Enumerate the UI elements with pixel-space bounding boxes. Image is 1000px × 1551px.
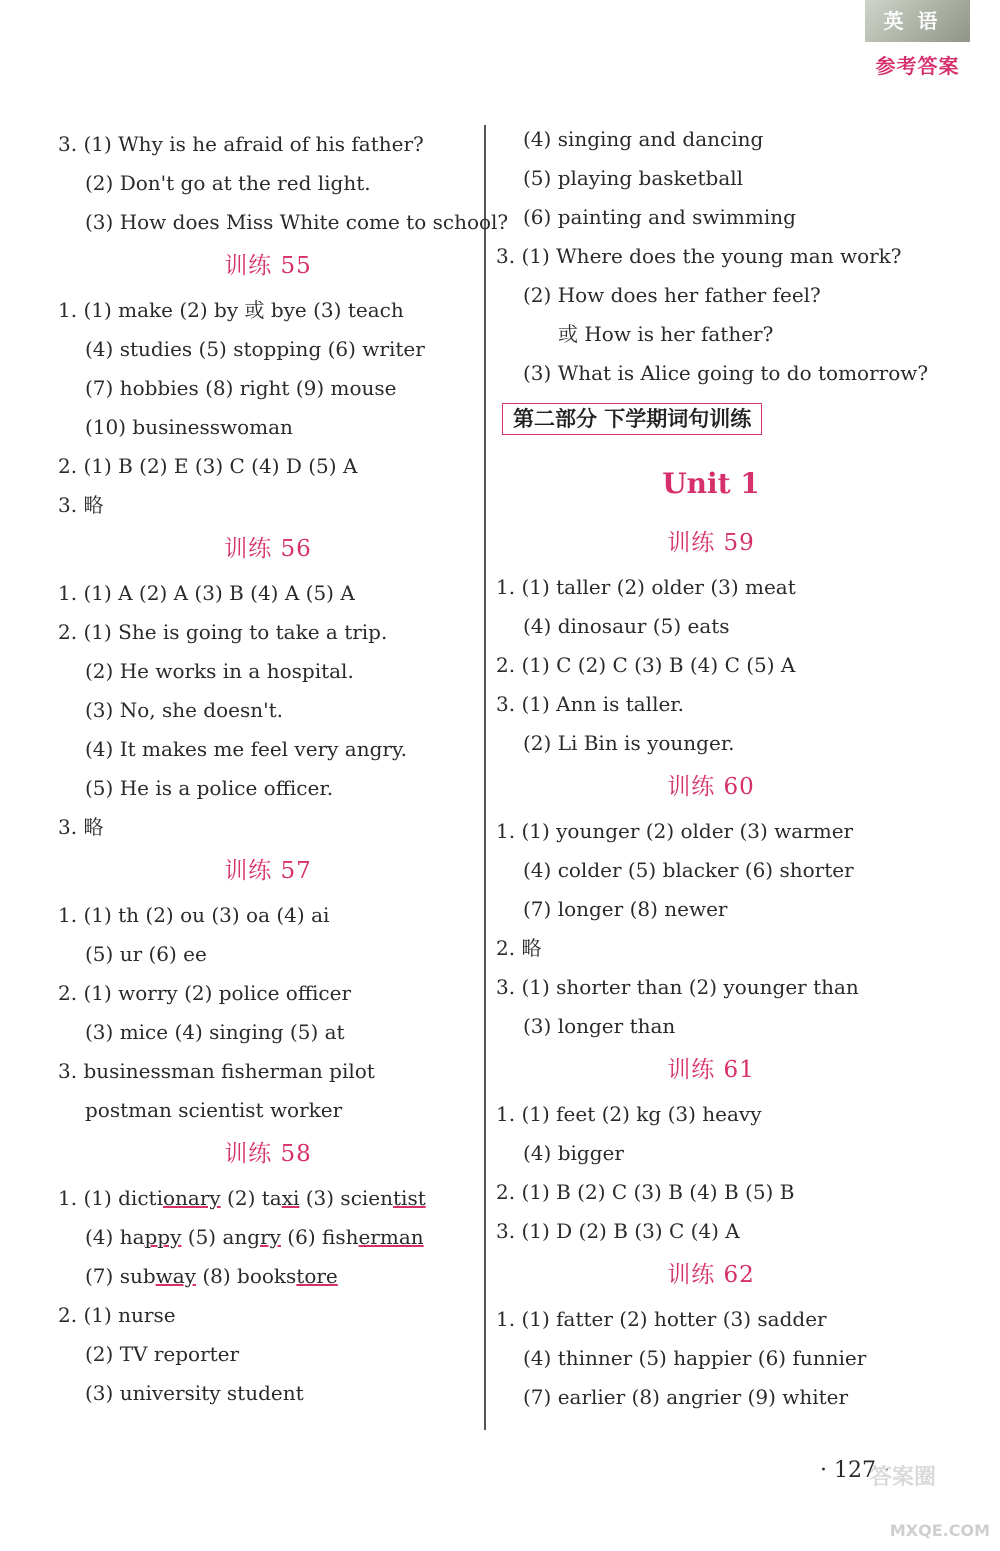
answer-line: (6) painting and swimming — [523, 205, 796, 229]
answer-line: 1. (1) A (2) A (3) B (4) A (5) A — [58, 581, 355, 605]
section-title: 训练 60 — [667, 774, 755, 800]
answer-line: 1. (1) dictionary (2) taxi (3) scientist — [58, 1186, 426, 1210]
answer-line: (3) No, she doesn't. — [85, 698, 283, 722]
answer-line: 2. (1) C (2) C (3) B (4) C (5) A — [496, 653, 796, 677]
answer-line: 3. (1) D (2) B (3) C (4) A — [496, 1219, 740, 1243]
answer-line: (4) dinosaur (5) eats — [523, 614, 730, 638]
answer-line: 3. (1) Where does the young man work? — [496, 244, 902, 268]
answer-line: (10) businesswoman — [85, 415, 293, 439]
answer-line: (2) How does her father feel? — [523, 283, 821, 307]
watermark-text: 答案圈 — [870, 1465, 937, 1490]
section-title: 训练 57 — [224, 858, 312, 884]
section-title: 训练 58 — [224, 1141, 312, 1167]
answer-line: 2. (1) nurse — [58, 1303, 176, 1327]
answers-label: 参考答案 — [875, 54, 960, 78]
answer-line: (3) mice (4) singing (5) at — [85, 1020, 345, 1044]
answer-line: (7) subway (8) bookstore — [85, 1264, 338, 1288]
answer-line: 3. (1) Ann is taller. — [496, 692, 685, 716]
answer-line: (4) singing and dancing — [523, 127, 764, 151]
right-column — [496, 120, 929, 1417]
part-heading: 第二部分 下学期词句训练 — [502, 403, 762, 435]
answer-line: (3) What is Alice going to do tomorrow? — [523, 361, 929, 385]
answer-line: 2. 略 — [496, 936, 542, 960]
answer-line: (4) studies (5) stopping (6) writer — [85, 337, 425, 361]
answer-line: (7) hobbies (8) right (9) mouse — [85, 376, 397, 400]
answer-line: (4) happy (5) angry (6) fisherman — [85, 1225, 424, 1249]
answer-line: 3. 略 — [58, 815, 104, 839]
answer-line: (5) He is a police officer. — [85, 776, 334, 800]
answer-line: (3) university student — [85, 1381, 304, 1405]
answer-line: 2. (1) B (2) C (3) B (4) B (5) B — [496, 1180, 795, 1204]
answer-line: 2. (1) B (2) E (3) C (4) D (5) A — [58, 454, 358, 478]
page-number: · 127 · — [820, 1458, 890, 1483]
subject-badge — [865, 0, 970, 80]
answer-line: 3. 略 — [58, 493, 104, 517]
answer-line: 2. (1) She is going to take a trip. — [58, 620, 388, 644]
section-title: 训练 62 — [667, 1262, 755, 1288]
section-title: 训练 61 — [667, 1057, 755, 1083]
answer-line: (3) How does Miss White come to school? — [85, 210, 509, 234]
answer-line: (2) Don't go at the red light. — [85, 171, 371, 195]
answer-line: (4) It makes me feel very angry. — [85, 737, 407, 761]
watermark-site: MXQE.COM — [889, 1521, 990, 1540]
left-column — [58, 125, 509, 1413]
answer-line: (2) Li Bin is younger. — [523, 731, 735, 755]
watermark-logo — [870, 1460, 990, 1540]
answer-line: (7) longer (8) newer — [523, 897, 728, 921]
answer-line: 1. (1) make (2) by 或 bye (3) teach — [58, 298, 404, 322]
answer-line: 1. (1) fatter (2) hotter (3) sadder — [496, 1307, 827, 1331]
answer-line: 1. (1) younger (2) older (3) warmer — [496, 819, 854, 843]
unit-title: Unit 1 — [662, 467, 760, 500]
answer-line: 1. (1) taller (2) older (3) meat — [496, 575, 796, 599]
answer-line: 1. (1) th (2) ou (3) oa (4) ai — [58, 903, 330, 927]
answer-line: 或 How is her father? — [558, 322, 774, 346]
answer-line: (4) colder (5) blacker (6) shorter — [523, 858, 854, 882]
answer-line: (2) TV reporter — [85, 1342, 240, 1366]
section-title: 训练 59 — [667, 530, 755, 556]
section-title: 训练 55 — [224, 253, 312, 279]
answer-line: (7) earlier (8) angrier (9) whiter — [523, 1385, 849, 1409]
answer-line: (5) playing basketball — [523, 166, 744, 190]
answer-line: 3. (1) Why is he afraid of his father? — [58, 132, 424, 156]
answer-line: (4) thinner (5) happier (6) funnier — [523, 1346, 867, 1370]
answer-line: 3. businessman fisherman pilot — [58, 1059, 375, 1083]
section-title: 训练 56 — [224, 536, 312, 562]
answer-line: (5) ur (6) ee — [85, 942, 207, 966]
answer-line: (2) He works in a hospital. — [85, 659, 354, 683]
subject-label: 英语 — [865, 0, 970, 42]
column-divider — [484, 125, 486, 1430]
answer-line: postman scientist worker — [85, 1098, 343, 1122]
answer-line: 3. (1) shorter than (2) younger than — [496, 975, 859, 999]
answer-line: 1. (1) feet (2) kg (3) heavy — [496, 1102, 762, 1126]
answer-line: (4) bigger — [523, 1141, 624, 1165]
answer-line: (3) longer than — [523, 1014, 676, 1038]
answer-line: 2. (1) worry (2) police officer — [58, 981, 352, 1005]
